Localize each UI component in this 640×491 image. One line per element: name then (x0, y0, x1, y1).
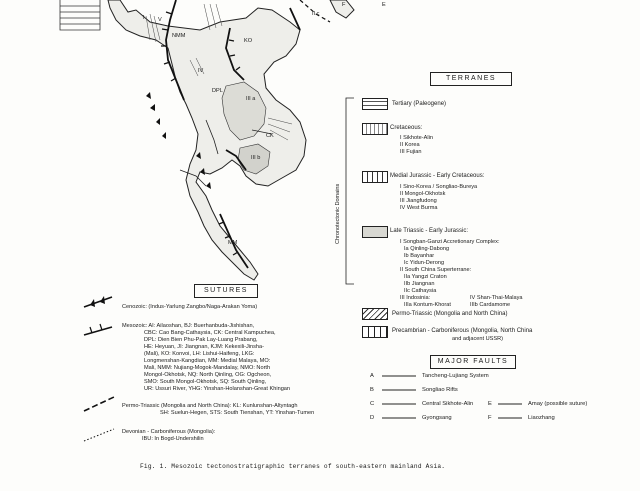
label-suture-ko: KO (244, 38, 253, 44)
label-terrane-iiia: III a (246, 96, 256, 102)
item-sino-korea: I Sino-Korea / Songliao-Bureya (400, 184, 478, 190)
fault-letter-e: E (488, 401, 492, 407)
item-cardamome: IIIb Cardamome (470, 302, 511, 308)
fault-row-b (370, 387, 458, 393)
item-jiangnan: IIb Jiangnan (404, 281, 435, 287)
item-yangzi-craton: IIa Yangzi Craton (404, 274, 447, 280)
sutures-mesozoic-line-6: Mali, NMM: Nujiang-Mogok-Mandalay, NMO: North (144, 365, 271, 371)
item-cathaysia: IIc Cathaysia (404, 288, 437, 294)
item-bayanhar: Ib Bayanhar (404, 253, 435, 259)
swatch-medial-jurassic (362, 171, 388, 183)
label-terrane-iic: II c (312, 11, 320, 17)
item-qinling-dabong: Ia Qinling-Dabong (404, 246, 450, 252)
major-faults-header: MAJOR FAULTS (430, 355, 516, 369)
fault-name-d: Gyongsang (422, 415, 452, 421)
item-mongol-okhotsk: II Mongol-Okhotsk (400, 191, 446, 197)
sutures-permo-line-0: Permo-Triassic (Mongolia and North China): KL: Kunlunshan-Altyntagh (122, 403, 298, 409)
item-west-burma: IV West Burma (400, 205, 438, 211)
label-suture-mm: MM (228, 240, 238, 246)
sutures-permo-line-1: SH: Suelun-Hegen, STS: South Tienshan, YT: Yinshan-Tumen (160, 410, 315, 416)
sutures-mesozoic-line-4: (Mali), KO: Konvoi, LH: Lishui-Haifeng, LKG: (144, 351, 255, 357)
fault-name-c: Central Sikhote-Alin (422, 401, 474, 407)
item-shan-thai-malaya: IV Shan-Thai-Malaya (470, 295, 523, 301)
fault-letter-f: F (488, 415, 492, 421)
sutures-mesozoic-line-3: HE: Heyuan, JI: Jiangnan, KJM: Kekexili-Jinsha- (144, 344, 265, 350)
item-jiangfudong: III Jiangfudong (400, 198, 437, 204)
devonian-suture-symbol (84, 429, 114, 441)
figure-caption: Fig. 1. Mesozoic tectonostratigraphic terranes of south-eastern mainland Asia. (140, 463, 446, 470)
sutures-devonian-line-1: IBU: In Bogd-Undershilin (142, 436, 204, 442)
fault-symbol-c (382, 401, 418, 407)
sutures-mesozoic-line-7: Mongol-Okhotsk, NQ: North Qinling, OG: Ogcheon, (144, 372, 272, 378)
fault-letter-d: D (370, 415, 375, 421)
fault-symbol-f (498, 415, 524, 421)
item-indosinia: III Indosinia: (400, 295, 431, 301)
item-fujian: III Fujian (400, 149, 422, 155)
fault-name-a: Tancheng-Lujiang System (422, 373, 489, 379)
cenozoic-suture-symbol (84, 296, 112, 307)
fault-row-f (488, 415, 555, 421)
group-title-medial-jurassic: Medial Jurassic - Early Cretaceous: (390, 173, 485, 179)
fault-name-e: Amay (possible suture) (528, 401, 588, 407)
group-title-late-triassic: Late Triassic - Early Jurassic: (390, 228, 469, 234)
fault-row-d (370, 415, 452, 421)
fault-letter-a: A (370, 373, 374, 379)
label-terrane-iv: IV (198, 68, 204, 74)
sutures-header: SUTURES (194, 284, 258, 298)
fault-name-b: Songliao Rifts (422, 387, 458, 393)
label-terrane-v: V (158, 17, 162, 23)
item-korea: II Korea (400, 142, 420, 148)
sutures-mesozoic-line-5: Longmenshan-Kangdian, MM: Medial Malaya, MO: (144, 358, 271, 364)
sutures-mesozoic-line-9: UR: Ussuri River, YHG: Yinshan-Holanshan-Great Khingan (144, 386, 291, 392)
sutures-mesozoic-line-1: CBC: Cao Bang-Cathaysia, CK: Central Kampuchea, (144, 330, 276, 336)
fault-row-a (370, 373, 489, 379)
domains-bracket (344, 96, 356, 286)
sutures-mesozoic-line-0: Mesozoic: AI: Ailaoshan, BJ: Buerhanbuda-Jishishan, (122, 323, 255, 329)
sutures-mesozoic-line-8: SMO: South Mongol-Okhotsk, SQ: South Qinling, (144, 379, 267, 385)
mesozoic-suture-symbol (84, 324, 112, 335)
swatch-tertiary (362, 98, 388, 110)
item-yidun-derong: Ic Yidun-Derong (404, 260, 445, 266)
label-fault-f: F (342, 2, 346, 8)
sutures-cenozoic: Cenozoic: (Indus-Yarlung Zangbo/Naga-Arakan Yoma) (122, 304, 258, 310)
item-sikhote-alin: I Sikhote-Alin (400, 135, 433, 141)
fault-symbol-a (382, 373, 418, 379)
label-terrane-i: I (143, 15, 145, 21)
swatch-cretaceous (362, 123, 388, 135)
sutures-mesozoic-line-2: DPL: Dien Bien Phu-Pak Lay-Luang Prabang, (144, 337, 258, 343)
suture-symbols (82, 293, 122, 443)
item-songban-ganzi: I Songban-Ganzi Accretionary Complex: (400, 239, 500, 245)
group-title-precambrian: Precambrian - Carboniferous (Mongolia, North China (392, 328, 533, 334)
label-fault-e: E (382, 2, 386, 8)
swatch-late-triassic (362, 226, 388, 238)
map-frame (60, 0, 100, 30)
fault-row-c (370, 401, 473, 407)
group-title-tertiary: Tertiary (Paleogene) (392, 101, 447, 107)
fault-row-e (488, 401, 587, 407)
label-suture-dpl: DPL (212, 88, 223, 94)
group-title-permo-triassic: Permo-Triassic (Mongolia and North China) (392, 311, 508, 317)
fault-name-f: Liaozhang (528, 415, 555, 421)
swatch-precambrian (362, 326, 388, 338)
terranes-header: TERRANES (430, 72, 512, 86)
label-terrane-iiib: III b (251, 155, 261, 161)
swatch-permo-triassic (362, 308, 388, 320)
label-suture-ck: CK (266, 133, 274, 139)
domains-side-label: Chronotectonic Domains (335, 183, 341, 244)
label-suture-nmm: NMM (172, 33, 186, 39)
item-kontum-khorat: IIIa Kontum-Khorat (404, 302, 451, 308)
fault-letter-b: B (370, 387, 374, 393)
coastline (108, 0, 306, 280)
item-adjacent-ussr: and adjacent USSR) (452, 336, 503, 342)
fault-letter-c: C (370, 401, 375, 407)
group-title-cretaceous: Cretaceous: (390, 125, 423, 131)
permo-triassic-suture-symbol (84, 397, 114, 411)
sutures-devonian-line-0: Devonian - Carboniferous (Mongolia): (122, 429, 216, 435)
fault-symbol-b (382, 387, 418, 393)
item-south-china: II South China Superterrane: (400, 267, 472, 273)
fault-symbol-e (498, 401, 524, 407)
fault-symbol-d (382, 415, 418, 421)
